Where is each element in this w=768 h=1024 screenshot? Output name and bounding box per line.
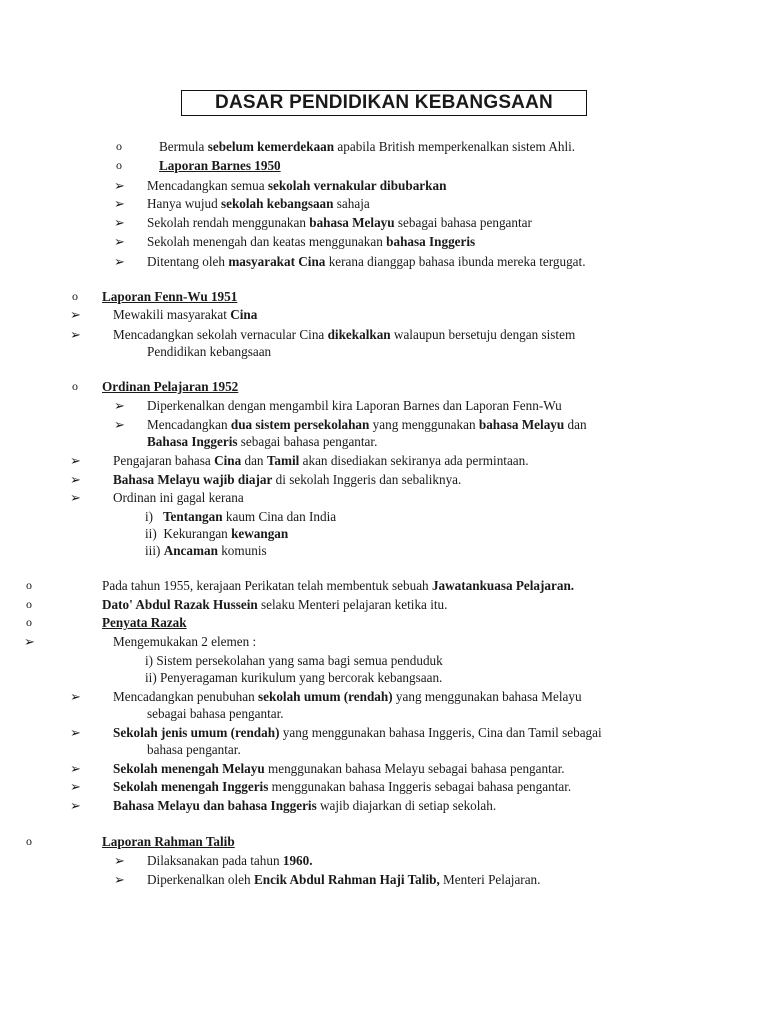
text-line: Hanya wujud sekolah kebangsaan sahaja [147, 196, 370, 211]
arrow-bullet-icon: ➢ [114, 215, 125, 230]
arrow-bullet-icon: ➢ [70, 327, 81, 342]
text-line: Mencadangkan sekolah vernacular Cina dikekalkan walaupun bersetuju dengan sistem [113, 327, 576, 342]
arrow-bullet-icon: ➢ [114, 417, 125, 432]
arrow-bullet-icon: ➢ [70, 761, 81, 776]
text-line: Diperkenalkan oleh Encik Abdul Rahman Haji Talib, Menteri Pelajaran. [147, 872, 541, 887]
page-title: DASAR PENDIDIKAN KEBANGSAAN [181, 90, 587, 116]
text-line: Bahasa Melayu dan bahasa Inggeris wajib diajarkan di setiap sekolah. [113, 798, 497, 813]
text-line: Pendidikan kebangsaan [147, 344, 272, 359]
list-item: i) Sistem persekolahan yang sama bagi semua penduduk [145, 653, 443, 668]
circle-bullet-icon: o [72, 379, 78, 393]
arrow-bullet-icon: ➢ [114, 234, 125, 249]
text-line: Mencadangkan dua sistem persekolahan yang menggunakan bahasa Melayu dan [147, 417, 587, 432]
arrow-bullet-icon: ➢ [114, 398, 125, 413]
arrow-bullet-icon: ➢ [70, 798, 81, 813]
text-line: Bahasa Inggeris sebagai bahasa pengantar. [147, 434, 378, 449]
arrow-bullet-icon: ➢ [70, 725, 81, 740]
text-line: Diperkenalkan dengan mengambil kira Laporan Barnes dan Laporan Fenn-Wu [147, 398, 562, 413]
circle-bullet-icon: o [26, 615, 32, 629]
arrow-bullet-icon: ➢ [24, 634, 35, 649]
text-line: Sekolah rendah menggunakan bahasa Melayu sebagai bahasa pengantar [147, 215, 532, 230]
list-item: ii) Kekurangan kewangan [145, 526, 289, 541]
subheading-ordinan: Ordinan Pelajaran 1952 [102, 379, 239, 394]
text-line: Bahasa Melayu wajib diajar di sekolah Inggeris dan sebaliknya. [113, 472, 462, 487]
text-line: Dilaksanakan pada tahun 1960. [147, 853, 313, 868]
list-item: ii) Penyeragaman kurikulum yang bercorak kebangsaan. [145, 670, 443, 685]
arrow-bullet-icon: ➢ [114, 254, 125, 269]
subheading-penyata-razak: Penyata Razak [102, 615, 187, 630]
arrow-bullet-icon: ➢ [70, 779, 81, 794]
text-line: Ordinan ini gagal kerana [113, 490, 244, 505]
subheading-fenn-wu: Laporan Fenn-Wu 1951 [102, 289, 238, 304]
text-line: bahasa pengantar. [147, 742, 241, 757]
subheading-barnes: Laporan Barnes 1950 [159, 158, 281, 173]
text-line: Sekolah menengah Melayu menggunakan bahasa Melayu sebagai bahasa pengantar. [113, 761, 565, 776]
arrow-bullet-icon: ➢ [114, 196, 125, 211]
arrow-bullet-icon: ➢ [70, 689, 81, 704]
arrow-bullet-icon: ➢ [70, 490, 81, 505]
arrow-bullet-icon: ➢ [70, 453, 81, 468]
subheading-rahman-talib: Laporan Rahman Talib [102, 834, 235, 849]
text-line: Mencadangkan penubuhan sekolah umum (rendah) yang menggunakan bahasa Melayu [113, 689, 582, 704]
list-item: i) Tentangan kaum Cina dan India [145, 509, 337, 524]
circle-bullet-icon: o [26, 834, 32, 848]
circle-bullet-icon: o [26, 578, 32, 592]
arrow-bullet-icon: ➢ [114, 178, 125, 193]
text-line: Sekolah jenis umum (rendah) yang menggunakan bahasa Inggeris, Cina dan Tamil sebagai [113, 725, 602, 740]
text-line: Mencadangkan semua sekolah vernakular dibubarkan [147, 178, 447, 193]
circle-bullet-icon: o [72, 289, 78, 303]
arrow-bullet-icon: ➢ [70, 307, 81, 322]
text-line: Bermula sebelum kemerdekaan apabila British memperkenalkan sistem Ahli. [159, 139, 576, 154]
circle-bullet-icon: o [116, 158, 122, 172]
circle-bullet-icon: o [116, 139, 122, 153]
text-line: Sekolah menengah Inggeris menggunakan bahasa Inggeris sebagai bahasa pengantar. [113, 779, 572, 794]
circle-bullet-icon: o [26, 597, 32, 611]
text-line: Sekolah menengah dan keatas menggunakan bahasa Inggeris [147, 234, 476, 249]
arrow-bullet-icon: ➢ [114, 853, 125, 868]
text-line: Mewakili masyarakat Cina [113, 307, 258, 322]
text-line: sebagai bahasa pengantar. [147, 706, 284, 721]
arrow-bullet-icon: ➢ [70, 472, 81, 487]
arrow-bullet-icon: ➢ [114, 872, 125, 887]
text-line: Pengajaran bahasa Cina dan Tamil akan disediakan sekiranya ada permintaan. [113, 453, 529, 468]
text-line: Mengemukakan 2 elemen : [113, 634, 257, 649]
text-line: Pada tahun 1955, kerajaan Perikatan telah membentuk sebuah Jawatankuasa Pelajaran. [102, 578, 575, 593]
text-line: Ditentang oleh masyarakat Cina kerana dianggap bahasa ibunda mereka tergugat. [147, 254, 586, 269]
text-line: Dato' Abdul Razak Hussein selaku Menteri pelajaran ketika itu. [102, 597, 448, 612]
list-item: iii) Ancaman komunis [145, 543, 267, 558]
